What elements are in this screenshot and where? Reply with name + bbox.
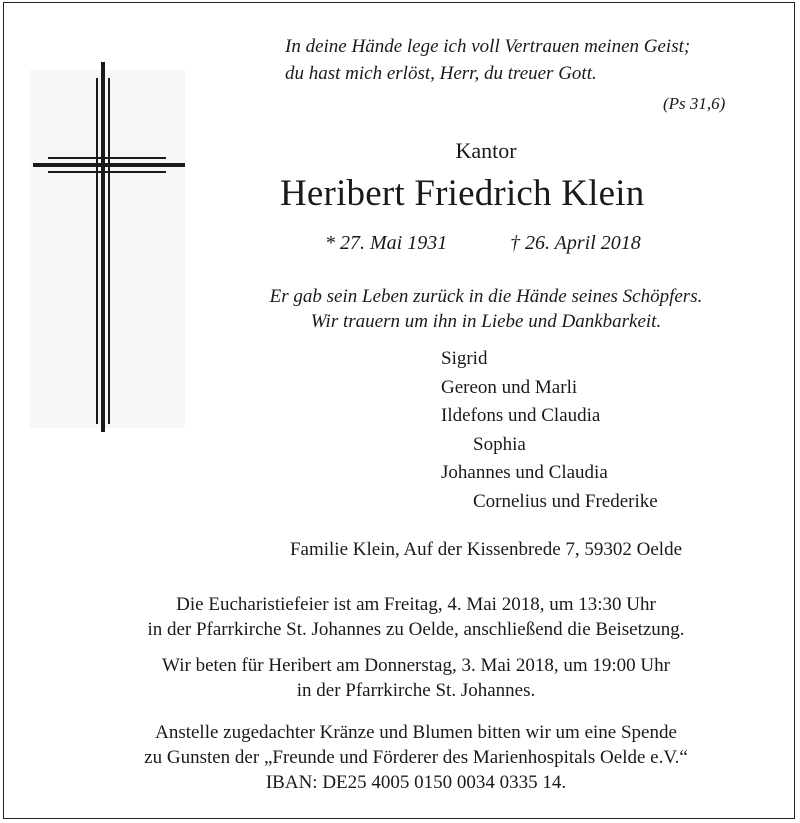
- death-date: † 26. April 2018: [510, 232, 641, 254]
- family-member: Cornelius und Frederike: [473, 490, 658, 512]
- donation-line: zu Gunsten der „Freunde und Förderer des Marienhospitals Oelde e.V.“: [144, 747, 688, 768]
- family-member: Sigrid: [441, 348, 488, 369]
- deceased-title: Kantor: [455, 138, 517, 163]
- memorial-quote: [0, 284, 800, 334]
- mass-info: [0, 592, 800, 642]
- deceased-name: Heribert Friedrich Klein: [280, 173, 645, 214]
- psalm-line: du hast mich erlöst, Herr, du treuer Gott.: [285, 63, 597, 84]
- cross-icon: [30, 62, 190, 432]
- mass-line: in der Pfarrkirche St. Johannes zu Oelde, anschließend die Beisetzung.: [147, 619, 685, 640]
- family-member: Gereon und Marli: [441, 376, 578, 398]
- quote-line: Wir trauern um ihn in Liebe und Dankbarkeit.: [310, 311, 662, 332]
- family-address: Familie Klein, Auf der Kissenbrede 7, 59302 Oelde: [289, 539, 683, 560]
- psalm-line: In deine Hände lege ich voll Vertrauen meinen Geist;: [285, 36, 691, 57]
- prayer-line: Wir beten für Heribert am Donnerstag, 3. Mai 2018, um 19:00 Uhr: [162, 655, 670, 676]
- donation-line: Anstelle zugedachter Kränze und Blumen bitten wir um eine Spende: [155, 722, 677, 743]
- family-member: Sophia: [473, 433, 526, 455]
- donation-info: [0, 720, 800, 795]
- family-member: Johannes und Claudia: [441, 462, 608, 483]
- prayer-info: [0, 653, 800, 703]
- birth-date: * 27. Mai 1931: [325, 232, 448, 254]
- psalm-verse: [285, 33, 690, 87]
- psalm-reference: (Ps 31,6): [663, 94, 726, 113]
- family-list: [441, 345, 658, 516]
- prayer-line: in der Pfarrkirche St. Johannes.: [296, 680, 536, 701]
- family-member: Ildefons und Claudia: [441, 405, 601, 426]
- donation-iban: IBAN: DE25 4005 0150 0034 0335 14.: [265, 772, 567, 793]
- mass-line: Die Eucharistiefeier ist am Freitag, 4. Mai 2018, um 13:30 Uhr: [176, 594, 656, 615]
- quote-line: Er gab sein Leben zurück in die Hände seines Schöpfers.: [269, 286, 703, 307]
